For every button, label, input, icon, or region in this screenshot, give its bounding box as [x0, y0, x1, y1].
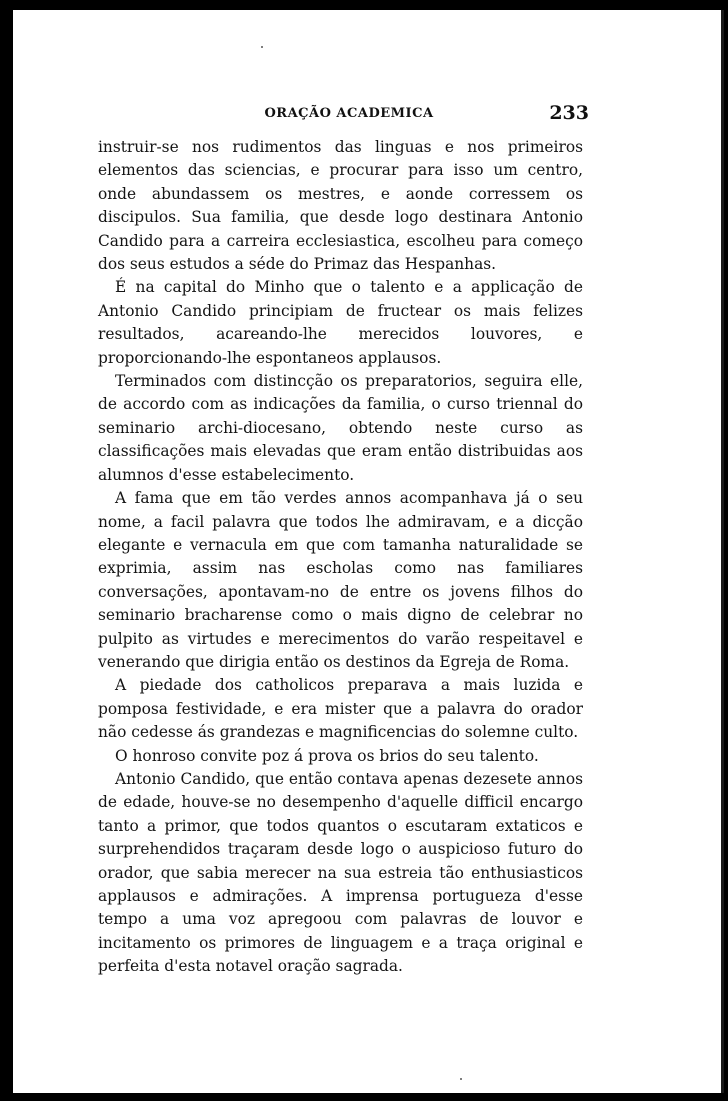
paragraph: Terminados com distincção os preparatorios, seguira elle, de accordo com as indicações da familia, o curso triennal do seminario archi-diocesano, obtendo neste curso as classificações mais elevadas que eram então distribuidas aos alumnos d'esse estabelecimento.: [98, 372, 583, 484]
body-text: [98, 136, 583, 979]
scan-speck: [460, 1078, 462, 1080]
scan-speck: [261, 46, 263, 48]
book-page: [13, 10, 724, 1093]
paragraph: instruir-se nos rudimentos das linguas e nos primeiros elementos das sciencias, e procurar para isso um centro, onde abundassem os mestres, e aonde corressem os discipulos. Sua familia, que desde logo destinara Antonio Candido para a carreira ecclesiastica, escolheu para começo dos seus estudos a séde do Primaz das Hespanhas.: [98, 138, 583, 274]
paragraph: O honroso convite poz á prova os brios do seu talento.: [115, 746, 539, 765]
paragraph: Antonio Candido, que então contava apenas dezesete annos de edade, houve-se no desempenho d'aquelle difficil encargo tanto a primor, que todos quantos o escutaram extaticos e surprehendidos traçaram desde logo o auspicioso futuro do orador, que sabia merecer na sua estreia tão enthusiasticos applausos e admirações. A imprensa portugueza d'esse tempo a uma voz apregoou com palavras de louvor e incitamento os primores de linguagem e a traça original e perfeita d'esta notavel oração sagrada.: [98, 769, 583, 976]
paragraph: É na capital do Minho que o talento e a applicação de Antonio Candido principiam de fructear os mais felizes resultados, acareando-lhe merecidos louvores, e proporcionando-lhe espontaneos applausos.: [98, 278, 583, 367]
paragraph: A piedade dos catholicos preparava a mais luzida e pomposa festividade, e era mister que a palavra do orador não cedesse ás grandezas e magnificencias do solemne culto.: [98, 676, 583, 742]
paragraph: A fama que em tão verdes annos acompanhava já o seu nome, a facil palavra que todos lhe admiravam, e a dicção elegante e vernacula em que com tamanha naturalidade se exprimia, assim nas escholas como nas familiares conversações, apontavam-no de entre os jovens filhos do seminario bracharense como o mais digno de celebrar no pulpito as virtudes e merecimentos do varão respeitavel e venerando que dirigia então os destinos da Egreja de Roma.: [98, 489, 583, 671]
page-number: 233: [549, 102, 589, 124]
page-header: [114, 102, 589, 130]
running-title: ORAÇÃO ACADEMICA: [264, 106, 434, 121]
